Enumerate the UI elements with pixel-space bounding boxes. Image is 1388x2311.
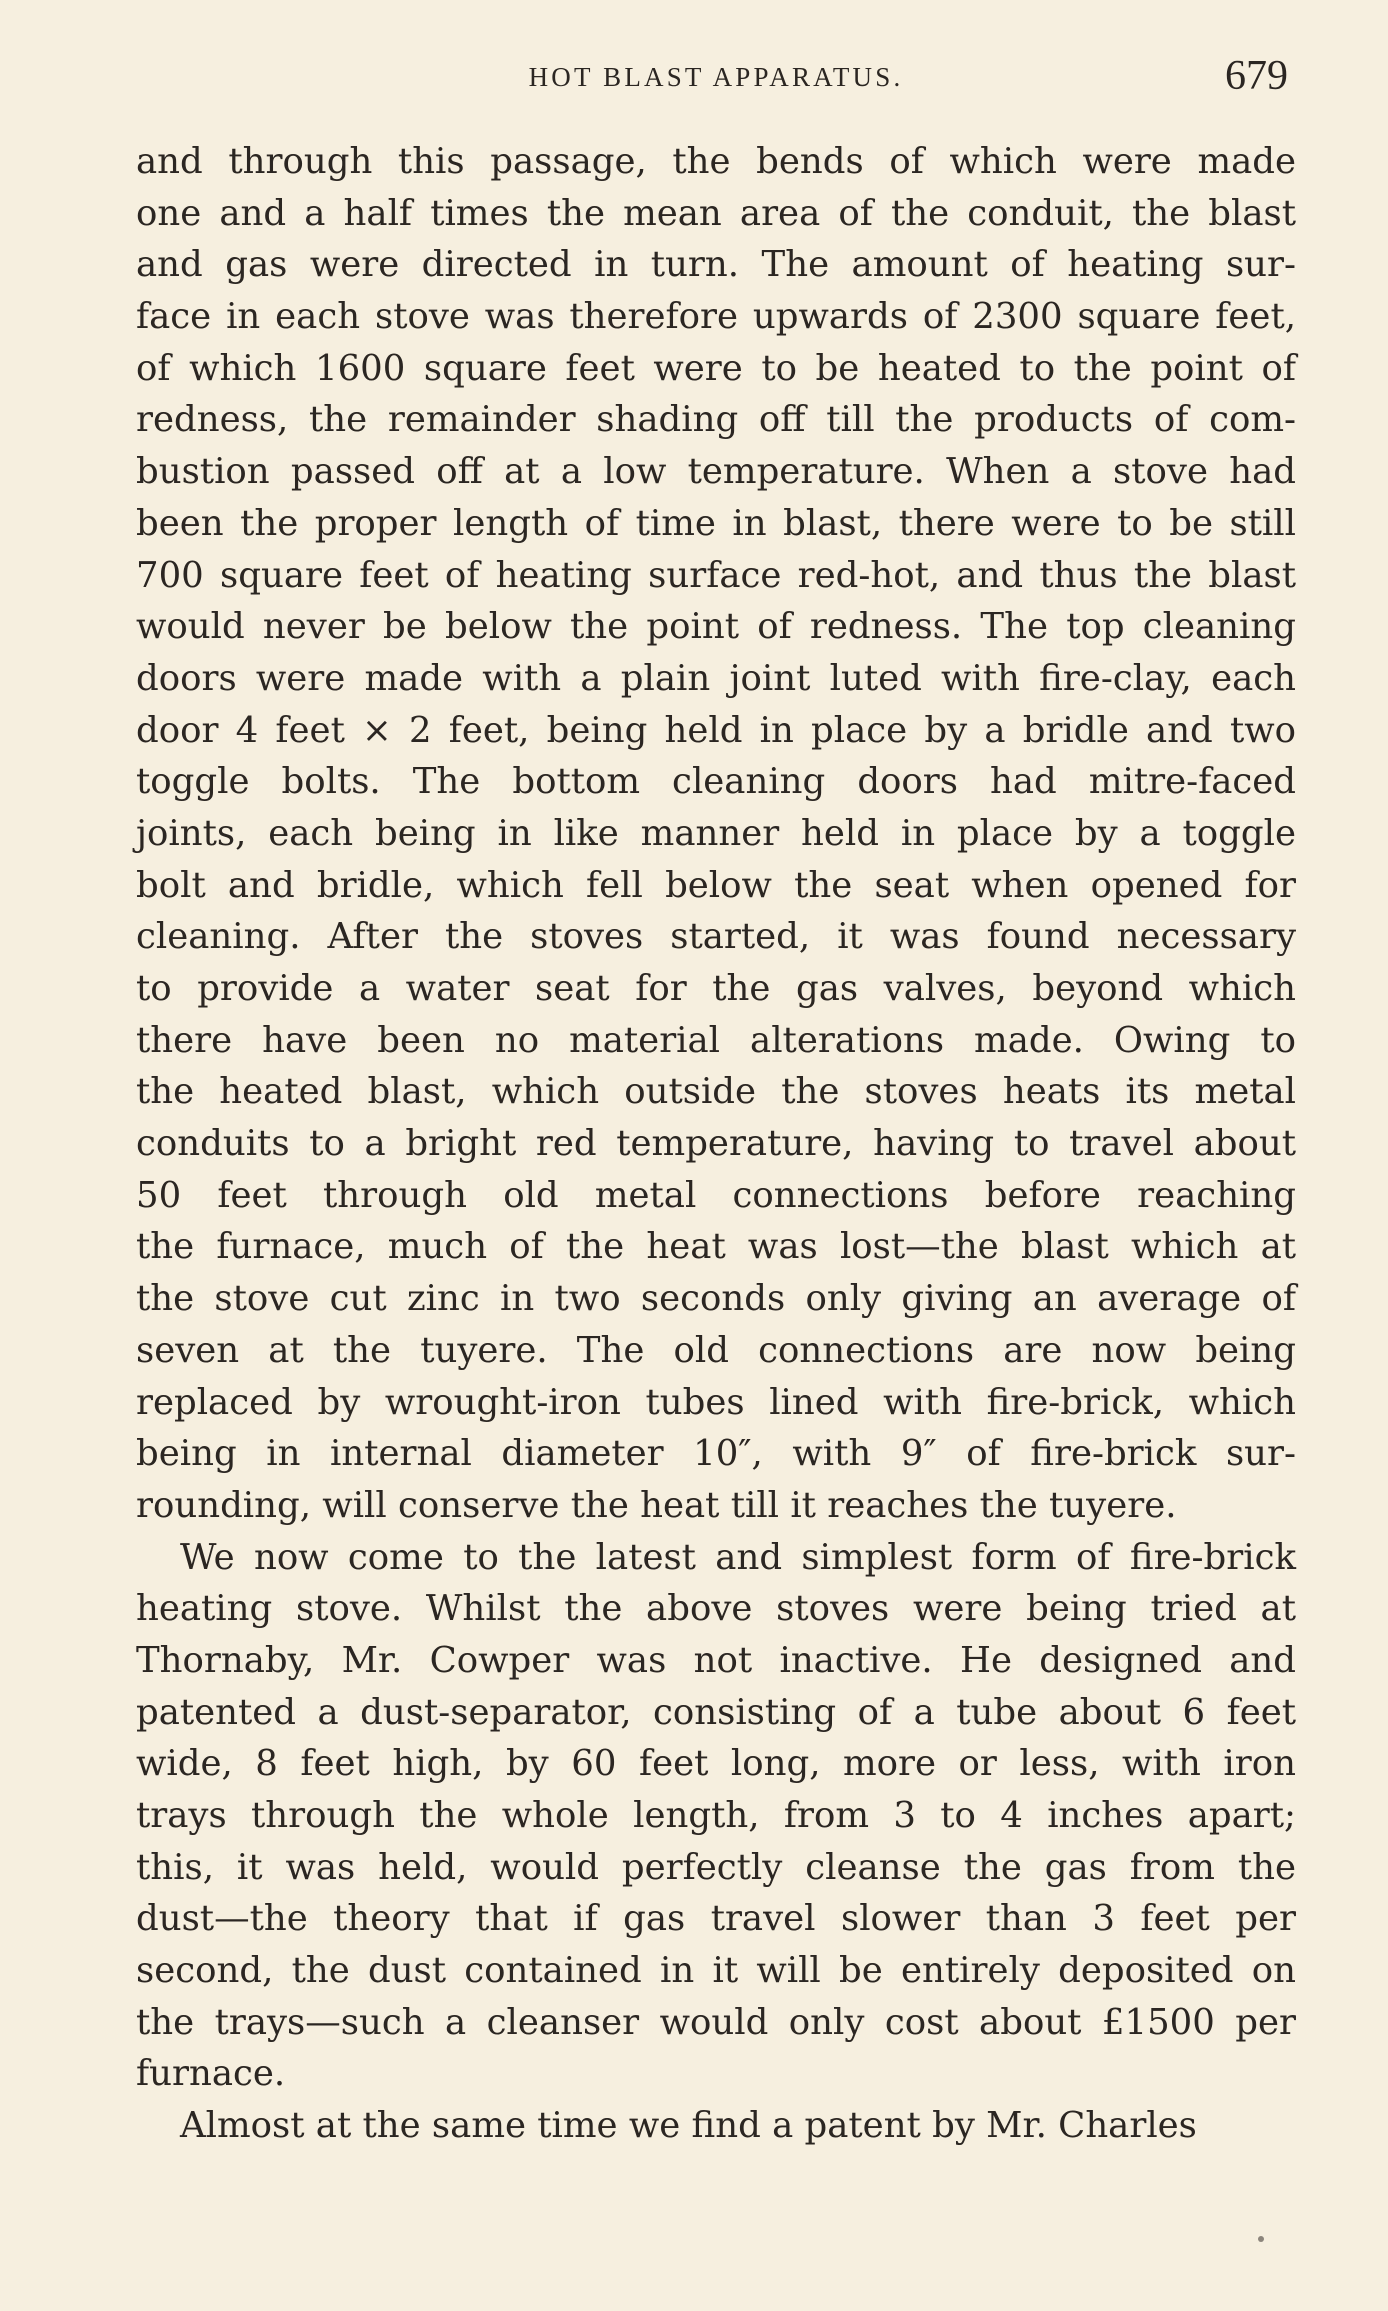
- text-line: being in internal diameter 10″, with 9″ of fire-brick sur-: [136, 1433, 1296, 1475]
- text-line: second, the dust contained in it will be entirely deposited on: [136, 1950, 1296, 1992]
- text-line: face in each stove was therefore upwards of 2300 square feet,: [136, 296, 1296, 338]
- text-line: the stove cut zinc in two seconds only giving an average of: [136, 1278, 1296, 1320]
- text-line: and through this passage, the bends of which were made: [136, 141, 1296, 182]
- text-line: seven at the tuyere. The old connections are now being: [136, 1329, 1296, 1371]
- text-line: trays through the whole length, from 3 to 4 inches apart;: [136, 1795, 1296, 1836]
- text-line: this, it was held, would perfectly cleanse the gas from the: [136, 1846, 1296, 1888]
- text-line: one and a half times the mean area of the conduit, the blast: [136, 192, 1296, 234]
- text-line: to provide a water seat for the gas valves, beyond which: [136, 968, 1296, 1009]
- text-line: wide, 8 feet high, by 60 feet long, more or less, with iron: [136, 1743, 1296, 1785]
- text-line: there have been no material alterations made. Owing to: [136, 1019, 1296, 1061]
- paper-speck: [1258, 2236, 1264, 2242]
- text-line: joints, each being in like manner held in place by a toggle: [136, 812, 1296, 854]
- text-line: door 4 feet × 2 feet, being held in place by a bridle and two: [136, 709, 1296, 751]
- text-line: conduits to a bright red temperature, having to travel about: [136, 1123, 1296, 1165]
- text-line: and gas were directed in turn. The amount of heating sur-: [136, 244, 1296, 286]
- text-line: 50 feet through old metal connections before reaching: [136, 1174, 1296, 1216]
- text-line: been the proper length of time in blast, there were to be still: [136, 502, 1296, 544]
- body-text: [136, 136, 1296, 2152]
- text-line: cleaning. After the stoves started, it was found necessary: [136, 916, 1296, 958]
- text-line: of which 1600 square feet were to be heated to the point of: [136, 347, 1296, 389]
- text-line: redness, the remainder shading off till the products of com-: [136, 399, 1296, 441]
- text-line: the furnace, much of the heat was lost—the blast which at: [136, 1226, 1296, 1268]
- text-line: heating stove. Whilst the above stoves were being tried at: [136, 1588, 1296, 1630]
- text-line: 700 square feet of heating surface red-hot, and thus the blast: [136, 554, 1296, 596]
- text-line: dust—the theory that if gas travel slower than 3 feet per: [136, 1898, 1296, 1940]
- paragraph-end-line: furnace.: [136, 2053, 286, 2095]
- paragraph-start-line: We now come to the latest and simplest form of fire-brick: [180, 1536, 1296, 1578]
- paragraph-end-line: rounding, will conserve the heat till it reaches the tuyere.: [136, 1484, 1177, 1526]
- paragraph-start-line: Almost at the same time we find a patent by Mr. Charles: [180, 2105, 1197, 2147]
- text-line: the heated blast, which outside the stoves heats its metal: [136, 1071, 1296, 1113]
- page-number: 679: [1225, 53, 1288, 99]
- text-line: the trays—such a cleanser would only cost about £1500 per: [136, 2001, 1296, 2043]
- text-line: toggle bolts. The bottom cleaning doors had mitre-faced: [136, 761, 1296, 803]
- text-line: doors were made with a plain joint luted with fire-clay, each: [136, 657, 1296, 699]
- text-line: bolt and bridle, which fell below the seat when opened for: [136, 864, 1296, 906]
- running-head: [136, 52, 1296, 112]
- text-line: Thornaby, Mr. Cowper was not inactive. He designed and: [136, 1639, 1296, 1681]
- text-line: would never be below the point of redness. The top cleaning: [136, 606, 1296, 648]
- text-line: replaced by wrought-iron tubes lined with fire-brick, which: [136, 1381, 1296, 1423]
- running-title: HOT BLAST APPARATUS.: [528, 62, 904, 92]
- text-line: bustion passed off at a low temperature. When a stove had: [136, 451, 1296, 493]
- text-line: patented a dust-separator, consisting of a tube about 6 feet: [136, 1691, 1296, 1733]
